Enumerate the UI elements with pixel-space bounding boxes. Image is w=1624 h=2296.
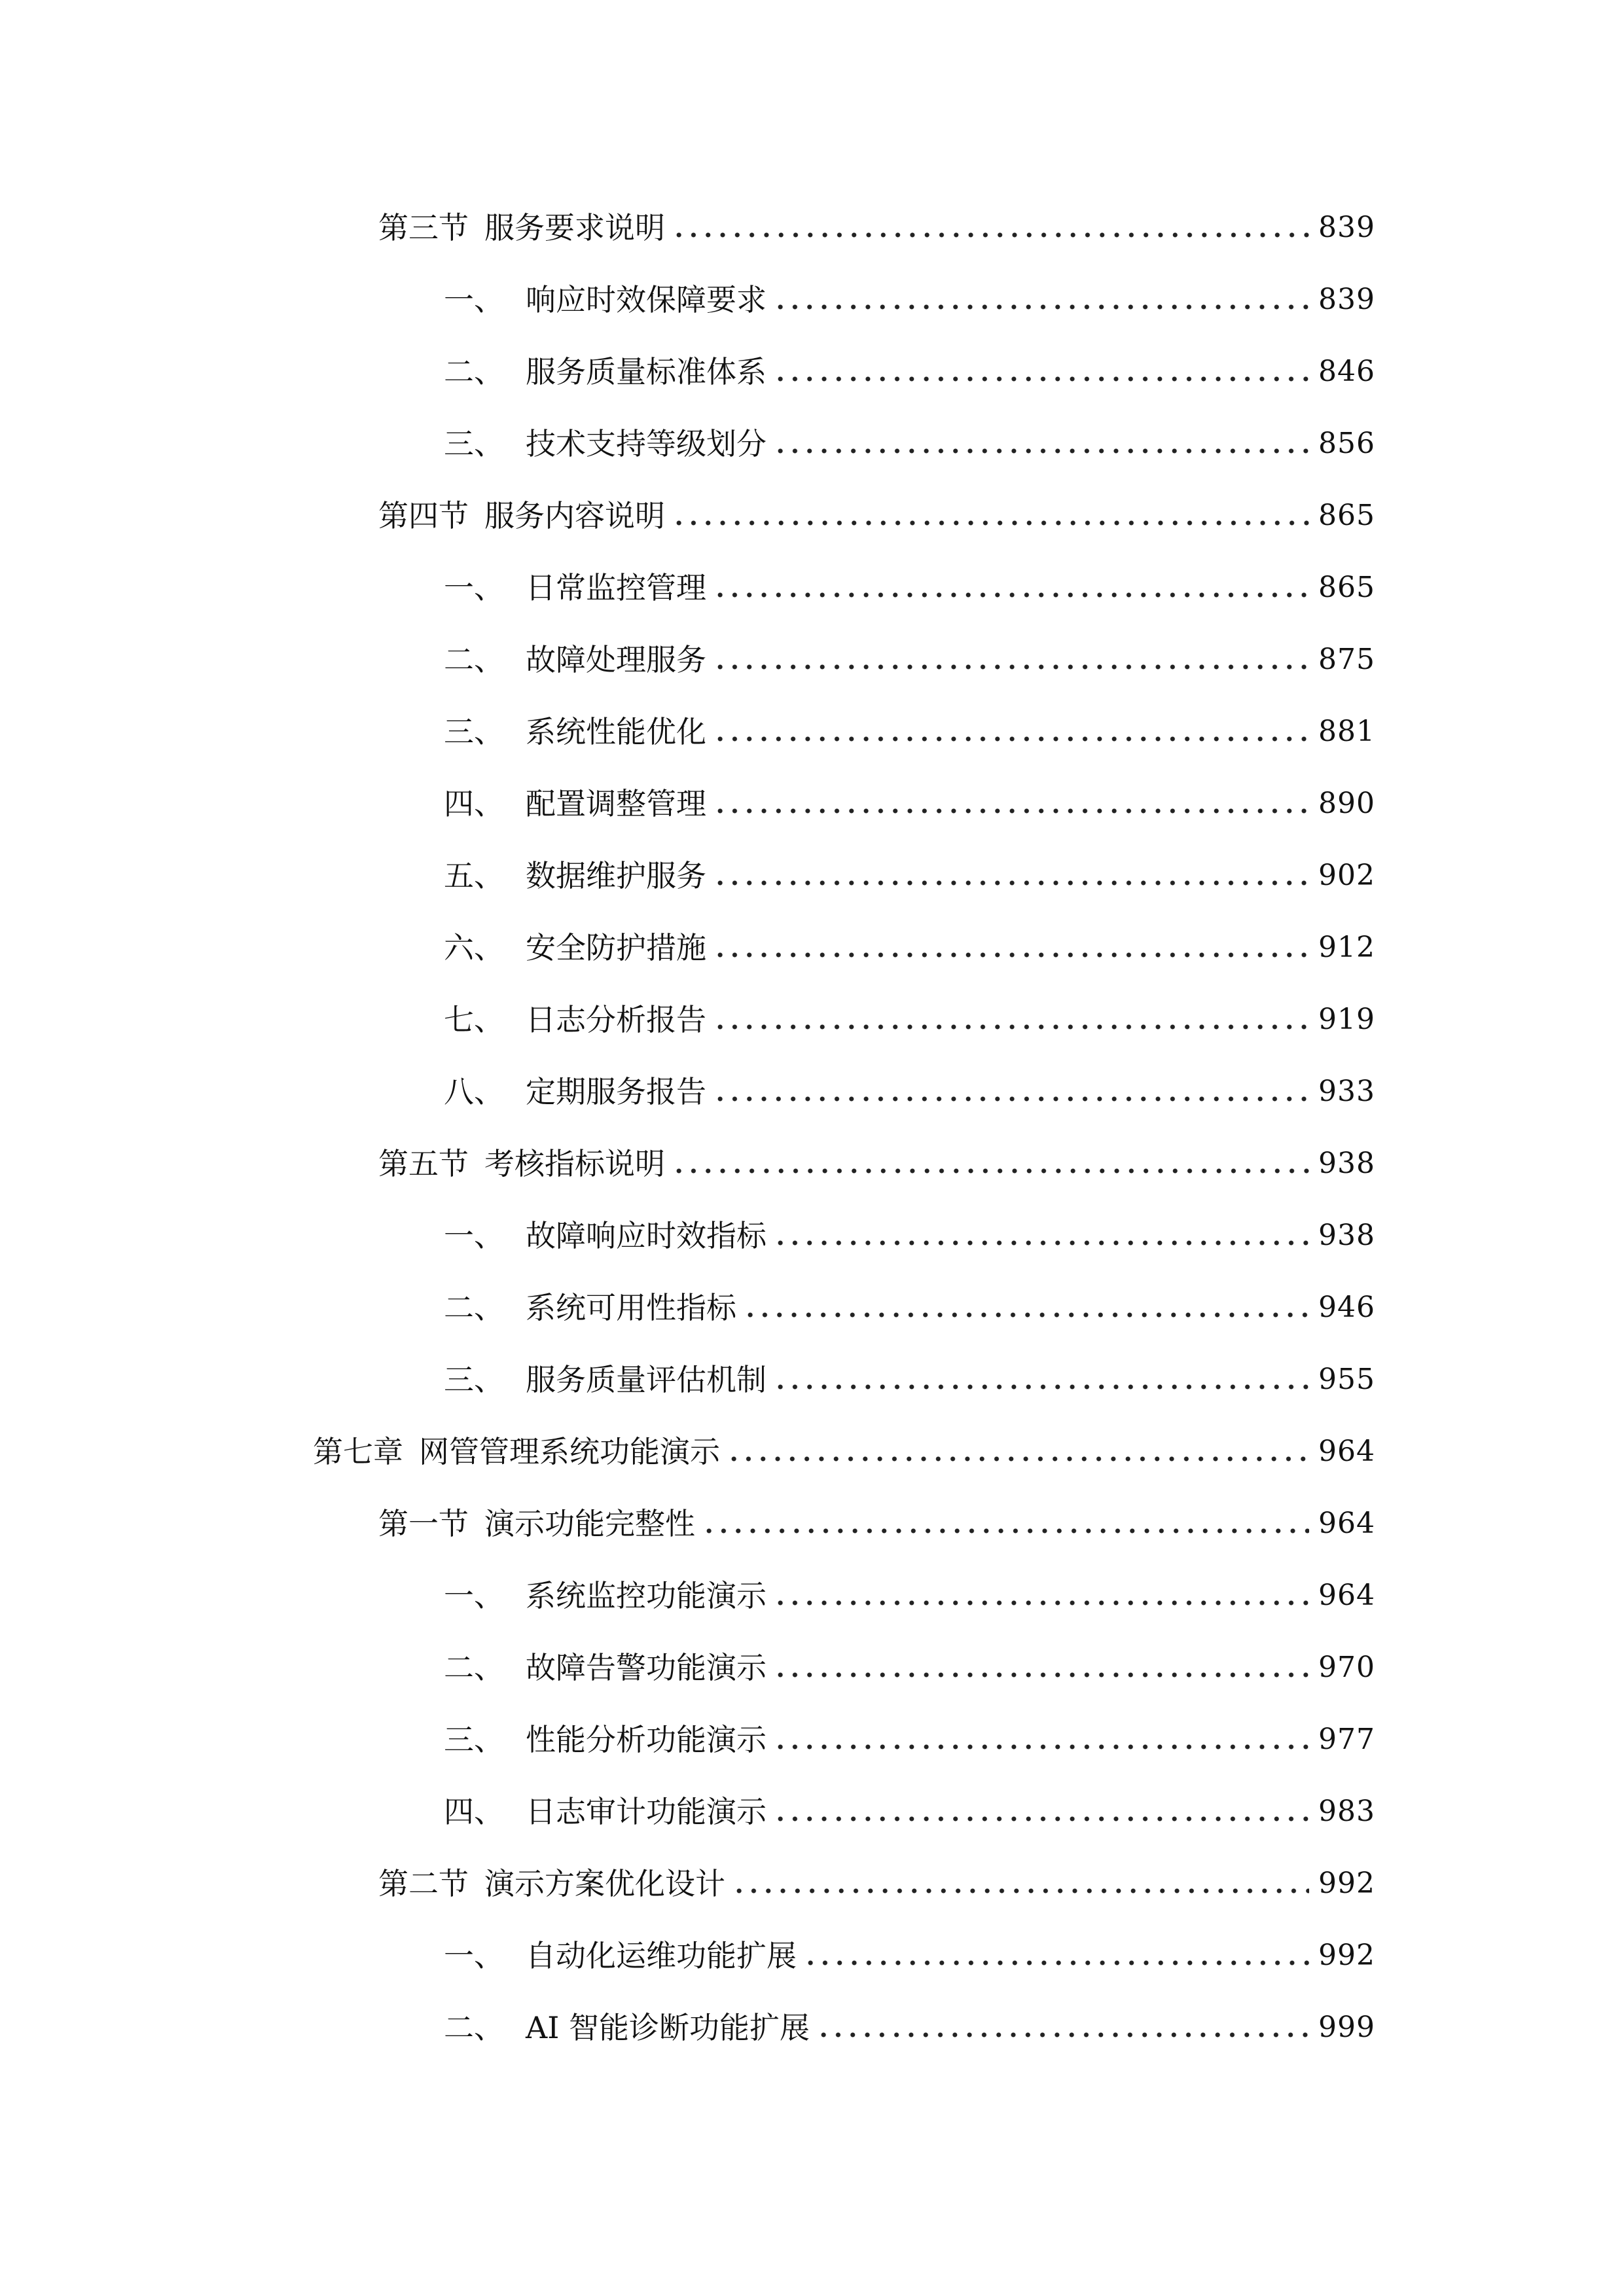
toc-entry-page: 839 — [1318, 283, 1375, 316]
toc-entry[interactable] — [444, 1641, 1375, 1694]
toc-entry-number: 七、 — [444, 1002, 504, 1037]
toc-entry[interactable] — [444, 1570, 1375, 1622]
dot-leader — [773, 418, 1309, 470]
toc-entry-title: 考核指标说明 — [484, 1146, 665, 1181]
toc-entry-number: 二、 — [444, 1290, 504, 1325]
toc-entry-page: 890 — [1318, 787, 1375, 820]
dot-leader — [773, 1354, 1309, 1406]
dot-leader — [672, 1138, 1309, 1190]
toc-entry-title: 故障处理服务 — [526, 642, 706, 677]
toc-entry-number: 一、 — [444, 1218, 504, 1253]
dot-leader — [713, 994, 1309, 1046]
toc-entry-title: 故障告警功能演示 — [526, 1650, 767, 1685]
toc-entry[interactable] — [378, 490, 1375, 542]
dot-leader — [743, 1282, 1309, 1334]
toc-entry-number: 一、 — [444, 282, 504, 317]
toc-entry-title: 故障响应时效指标 — [526, 1218, 767, 1253]
toc-entry-number: 第五节 — [378, 1146, 469, 1181]
toc-entry-title: 演示方案优化设计 — [484, 1866, 725, 1901]
toc-entry-title: 日常监控管理 — [526, 570, 706, 605]
toc-entry-number: 三、 — [444, 1362, 504, 1397]
toc-entry-title: AI 智能诊断功能扩展 — [526, 2010, 810, 2045]
toc-entry-number: 四、 — [444, 786, 504, 821]
toc-entry-title: 日志审计功能演示 — [526, 1794, 767, 1829]
toc-entry[interactable] — [444, 2001, 1375, 2054]
toc-entry-number: 八、 — [444, 1074, 504, 1109]
toc-entry-page: 919 — [1318, 1003, 1375, 1036]
dot-leader — [773, 1713, 1309, 1766]
toc-entry-title: 系统监控功能演示 — [526, 1578, 767, 1613]
dot-leader — [773, 274, 1309, 326]
dot-leader — [727, 1426, 1309, 1478]
toc-entry[interactable] — [444, 418, 1375, 470]
toc-entry-page: 992 — [1318, 1939, 1375, 1972]
toc-entry-number: 一、 — [444, 1938, 504, 1973]
toc-entry-page: 955 — [1318, 1363, 1375, 1396]
toc-entry-title: 服务质量评估机制 — [526, 1362, 767, 1397]
toc-entry[interactable] — [378, 1138, 1375, 1190]
dot-leader — [672, 202, 1309, 254]
toc-entry-page: 839 — [1318, 211, 1375, 244]
toc-entry[interactable] — [444, 346, 1375, 398]
toc-entry-page: 865 — [1318, 571, 1375, 604]
toc-entry-page: 938 — [1318, 1219, 1375, 1252]
dot-leader — [713, 634, 1309, 686]
toc-entry-title: 定期服务报告 — [526, 1074, 706, 1109]
dot-leader — [713, 562, 1309, 614]
dot-leader — [732, 1857, 1309, 1910]
toc-entry-number: 第一节 — [378, 1506, 469, 1541]
toc-entry[interactable] — [444, 1354, 1375, 1406]
toc-entry-title: 服务质量标准体系 — [526, 354, 767, 389]
toc-entry-page: 946 — [1318, 1291, 1375, 1324]
toc-entry[interactable] — [378, 1857, 1375, 1910]
toc-entry[interactable] — [378, 1498, 1375, 1550]
toc-entry-page: 999 — [1318, 2011, 1375, 2044]
toc-entry-number: 二、 — [444, 2010, 504, 2045]
dot-leader — [713, 850, 1309, 902]
toc-entry-number: 三、 — [444, 714, 504, 749]
toc-entry-page: 992 — [1318, 1867, 1375, 1900]
toc-entry-number: 二、 — [444, 642, 504, 677]
toc-entry-number: 一、 — [444, 1578, 504, 1613]
toc-entry[interactable] — [378, 202, 1375, 254]
dot-leader — [672, 490, 1309, 542]
toc-entry-number: 第二节 — [378, 1866, 469, 1901]
toc-entry[interactable] — [444, 922, 1375, 974]
toc-entry[interactable] — [444, 706, 1375, 758]
toc-entry-title: 网管管理系统功能演示 — [419, 1434, 720, 1469]
toc-entry[interactable] — [444, 634, 1375, 686]
dot-leader — [713, 778, 1309, 830]
toc-entry[interactable] — [444, 1713, 1375, 1766]
toc-entry[interactable] — [444, 1282, 1375, 1334]
dot-leader — [773, 1641, 1309, 1694]
dot-leader — [713, 1066, 1309, 1118]
toc-entry-number: 二、 — [444, 354, 504, 389]
toc-entry-number: 一、 — [444, 570, 504, 605]
toc-entry[interactable] — [444, 1210, 1375, 1262]
toc-entry[interactable] — [444, 778, 1375, 830]
toc-entry-number: 五、 — [444, 858, 504, 893]
toc-entry-title: 演示功能完整性 — [484, 1506, 695, 1541]
toc-entry-title: 自动化运维功能扩展 — [526, 1938, 797, 1973]
toc-entry-number: 二、 — [444, 1650, 504, 1685]
toc-entry-page: 856 — [1318, 427, 1375, 460]
toc-entry[interactable] — [444, 850, 1375, 902]
dot-leader — [713, 706, 1309, 758]
toc-entry-page: 881 — [1318, 715, 1375, 748]
toc-entry-number: 三、 — [444, 426, 504, 461]
toc-entry-page: 983 — [1318, 1795, 1375, 1828]
toc-entry-title: 系统可用性指标 — [526, 1290, 736, 1325]
dot-leader — [773, 1570, 1309, 1622]
toc-entry-title: 配置调整管理 — [526, 786, 706, 821]
toc-entry-page: 964 — [1318, 1507, 1375, 1540]
toc-entry-title: 系统性能优化 — [526, 714, 706, 749]
toc-entry-title: 性能分析功能演示 — [526, 1722, 767, 1757]
toc-entry-page: 964 — [1318, 1579, 1375, 1612]
toc-entry-title: 响应时效保障要求 — [526, 282, 767, 317]
toc-entry-title: 技术支持等级划分 — [526, 426, 767, 461]
toc-entry-number: 第七章 — [313, 1434, 403, 1469]
dot-leader — [773, 1210, 1309, 1262]
toc-entry-page: 902 — [1318, 859, 1375, 892]
toc-entry[interactable] — [444, 1785, 1375, 1838]
toc-entry-title: 数据维护服务 — [526, 858, 706, 893]
toc-entry-title: 服务内容说明 — [484, 498, 665, 533]
toc-entry-title: 安全防护措施 — [526, 930, 706, 965]
toc-entry-page: 846 — [1318, 355, 1375, 388]
toc-entry-number: 四、 — [444, 1794, 504, 1829]
toc-entry[interactable] — [444, 994, 1375, 1046]
toc-entry[interactable] — [313, 1426, 1375, 1478]
toc-entry-number: 第四节 — [378, 498, 469, 533]
dot-leader — [702, 1498, 1309, 1550]
toc-entry-page: 912 — [1318, 931, 1375, 964]
toc-entry-title: 服务要求说明 — [484, 210, 665, 245]
dot-leader — [773, 1785, 1309, 1838]
toc-entry[interactable] — [444, 562, 1375, 614]
toc-entry-number: 三、 — [444, 1722, 504, 1757]
toc-entry[interactable] — [444, 274, 1375, 326]
toc-entry-page: 977 — [1318, 1723, 1375, 1756]
toc-entry[interactable] — [444, 1066, 1375, 1118]
toc-entry-number: 六、 — [444, 930, 504, 965]
dot-leader — [803, 1929, 1309, 1982]
toc-entry-number: 第三节 — [378, 210, 469, 245]
toc-entry-page: 933 — [1318, 1075, 1375, 1108]
toc-entry-page: 970 — [1318, 1651, 1375, 1684]
toc-entry-page: 964 — [1318, 1435, 1375, 1468]
dot-leader — [713, 922, 1309, 974]
toc-entry-title: 日志分析报告 — [526, 1002, 706, 1037]
toc-entry-page: 875 — [1318, 643, 1375, 676]
dot-leader — [816, 2001, 1309, 2054]
toc-entry-page: 938 — [1318, 1147, 1375, 1180]
toc-entry-page: 865 — [1318, 499, 1375, 532]
toc-entry[interactable] — [444, 1929, 1375, 1982]
dot-leader — [773, 346, 1309, 398]
